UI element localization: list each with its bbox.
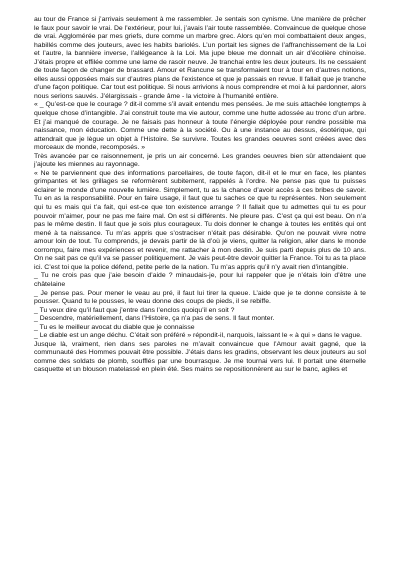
- paragraph-8: _ Descendre, matériellement, dans l’Histoire, ça n’a pas de sens. Il faut monter.: [34, 315, 275, 323]
- paragraph-5: _ Tu ne crois pas que j’aie besoin d’aide ? minaudais-je, pour lui rappeler que je n’étais loin d’être une châtelaine: [34, 272, 366, 288]
- paragraph-1: au tour de France si j’arrivais seulement à me rassembler. Je sentais son cynisme. Une manière de prêcher le faux pour savoir le vrai. De l’extérieur, pour lui, j’avais l’air toute rassemblée. Convaincue de quelque chose de vrai. Agglomérée par mes griefs, dure comme un marbre grec. Alors qu’en moi combattaient deux anges, habillés comme des jouteurs, avec les habits bariolés. L’un portait les signes de l’affranchissement de la Loi et l’autre, la bannière inverse, l’allégeance à la Loi. Ma jupe bleue me donnait un air d’écolière chinoise. J’étais propre et effilée comme une lame de rasoir neuve. Je tranchai entre les deux jouteurs. Ils ne cessaient de toute façon de changer de brassard. Amour et Rancune se transformaient tour à tour en d’autres notions, elles aussi opposées mais sur d’autres plans de l’existence et que je passais en revue. Il fallait que je tranche d’une façon politique. Car tout est politique. Si nous arrivions à nous comprendre et moi à lui pardonner, alors nous serions sauvés. J’élargissais - grande âme - la victoire à l’humanité entière.: [34, 16, 366, 100]
- paragraph-6: _ Je pense pas. Pour mener le veau au pré, il faut lui tirer la queue. L’aide que je te donne consiste à te pousser. Quand tu le pousses, le veau donne des coups de pieds, il se rebiffe.: [34, 289, 366, 306]
- paragraph-9: _ Tu es le meilleur avocat du diable que je connaisse: [34, 323, 195, 331]
- paragraph-10: _ Le diable est un ange déchu. C’était son préféré » répondit-il, narquois, laissant le « à qui » dans le vague.: [34, 332, 362, 340]
- paragraph-3: Très avancée par ce raisonnement, je pris un air concerné. Les grandes oeuvres bien sûr attendaient que j’ajoute les miennes au rayonnage.: [34, 152, 366, 169]
- paragraph-2: « _ Qu’est-ce que le courage ? dit-il comme s’il avait entendu mes pensées. Je me suis attachée longtemps à quelque chose d’intangible. J’ai construit toute ma vie autour, comme une hutte adossée au tronc d’un arbre. Et j’ai manqué de courage. Je ne faisais pas honneur à toute l’énergie déployée pour rendre possible ma naissance, mon éducation. Comme une dette à la société. Ou à une instance au dessus, ésotérique, qui attendrait que je lègue un objet à l’Histoire. Se survivre. Toutes les grandes oeuvres sont créées avec des morceaux de monde, recomposés. »: [34, 101, 366, 152]
- paragraph-7: _ Tu veux dire qu’il faut que j’entre dans l’enclos quoiqu’il en soit ?: [34, 306, 235, 314]
- paragraph-4: « Ne te parviennent que des informations parcellaires, de toute façon, dit-il et le mur en face, les plantes grimpantes et les grillages se reformèrent subitement, rappelés à l’ordre. Ne pense pas que tu puisses éclairer le monde d’une nouvelle lumière. Simplement, tu as la chance d’avoir accès à ces bribes de savoir. Tu en as la responsabilité. Pour en faire usage, il faut que tu saches ce que tu représentes. Non seulement qui tu es mais qui t’a fait, qui est-ce que ton existence arrange ? Il fallait que tu admettes qui tu es pour pouvoir m’aimer, pour ne pas me faire mal. On est si différents. Ne pleure pas. C’est ça qui est beau. On n’a pas le même destin. Il faut que je sois plus courageux. Tu dois donner le change à toutes les entités qui ont mené à ta naissance. Tu m’as appris que s’ostraciser n’était pas désirable. Qu’on ne pouvait vivre notre amour loin de tout. Tu comprends, je devais partir de là d’où je viens, quitter la religion, aller dans le monde corrompu, faire mes expériences et revenir, me rattacher à mon destin. Je suis parti depuis plus de 10 ans. On ne sait pas ce qu’il va se passer politiquement. Je vais peut-être devoir quitter la France. Toi tu as ta place ici. C’est toi que la police défend, petite perle de la nation. Tu m’as appris qu’il n’y avait rien d’intangible.: [34, 169, 366, 271]
- paragraph-11: Jusque là, vraiment, rien dans ses paroles ne m’avait convaincue que l’Amour avait gagné, que la communauté des Hommes pouvait être possible. J’étais dans les gradins, observant les deux jouteurs au sol comme des soldats de plomb, soufflés par une bourrasque. Je me tournai vers lui. Il portait une éternelle casquette et un blouson matelassé en plein été. Ses mains se repositionnèrent au sur le banc, agiles et: [34, 340, 366, 374]
